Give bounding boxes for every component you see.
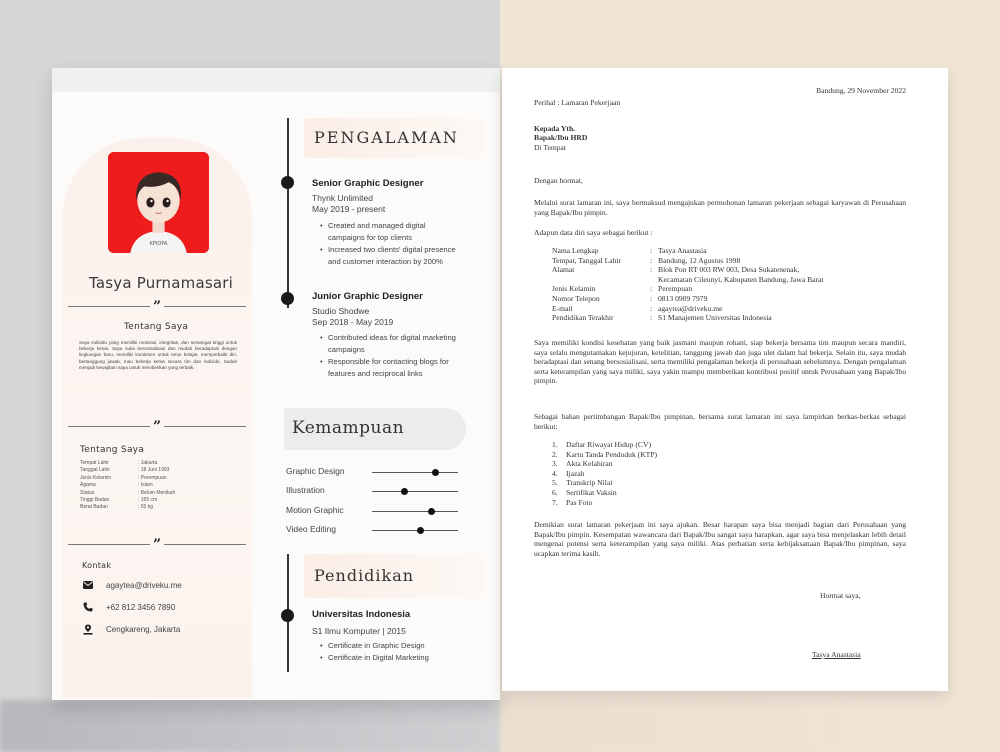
job-period: May 2019 - present <box>312 204 386 214</box>
bullet-item: • Created and managed digital campaigns for top clients <box>320 220 460 244</box>
bullet-item: • Certificate in Digital Marketing <box>320 652 490 664</box>
job-bullets <box>320 220 460 268</box>
skill-level-dot <box>432 469 439 476</box>
contact-location: Cengkareng, Jakarta <box>82 624 180 634</box>
skills-title: Kemampuan <box>292 418 405 438</box>
applicant-data <box>552 246 912 323</box>
job-period: Sep 2018 - May 2019 <box>312 317 394 327</box>
timeline-dot <box>281 609 294 622</box>
quote-icon: ” <box>150 302 164 312</box>
skill-row: Motion Graphic <box>286 505 464 517</box>
skill-level-dot <box>401 488 408 495</box>
skill-level-dot <box>428 508 435 515</box>
body-paragraph-2: Saya memiliki kondisi kesehatan yang baik jasmani maupun rohani, siap bekerja bersama tim maupun secara mandiri, saya selalu mengutamakan kejujuran, ketelitian, tanggung jawab dan juga ulet dalam hal bekerja. Selain itu, saya mudah beradaptasi dan senang bersosialisasi, serta memiliki pengalaman bekerja di perusahaan sebelumnya. Dengan pengalaman serta keterampilan yang saya miliki, saya yakin mampu memberikan kontribusi positif untuk Perusahaan yang Bapak/Ibu pimpin. <box>534 338 906 386</box>
contact-email: agaytea@driveku.me <box>82 580 182 590</box>
data-intro: Adapun data diri saya sebagai berikut : <box>534 228 653 237</box>
phone-icon <box>82 602 94 612</box>
cv-right-column <box>274 68 500 700</box>
attachment-item: 2. Kartu Tanda Penduduk (KTP) <box>552 449 658 459</box>
data-row: Pendidikan Terakhir : S1 Manajemen Universitas Indonesia <box>552 313 772 323</box>
data-row: Jenis Kelamin : Perempuan <box>552 284 693 294</box>
skill-row: Illustration <box>286 485 464 497</box>
personal-row: Tanggal Lahir : 18 Juni 1993 <box>80 467 170 474</box>
skill-row: Video Editing <box>286 524 464 536</box>
skill-track <box>372 511 458 512</box>
bullet-item: • Increased two clients' digital presence and customer interaction by 200% <box>320 244 460 268</box>
job-company: Thynk Unlimited <box>312 193 373 203</box>
body-paragraph-3: Sebagai bahan pertimbangan Bapak/Ibu pimpinan, bersama surat lamaran ini saya lampirkan berkas-berkas sebagai berikut: <box>534 412 906 431</box>
education-title: Pendidikan <box>314 566 415 585</box>
email-icon <box>82 580 94 590</box>
attachment-item: 4. Ijazah <box>552 468 585 478</box>
data-row: Alamat : Blok Pon RT 003 RW 003, Desa Sukatenenak, <box>552 265 800 275</box>
attachment-item: 1. Daftar Riwayat Hidup (CV) <box>552 440 651 449</box>
attachment-item: 3. Akta Kelahiran <box>552 459 613 469</box>
profile-photo <box>108 152 209 253</box>
attachment-item: 7. Pas Foto <box>552 497 593 507</box>
skill-track <box>372 530 458 531</box>
letter-subject: Perihal : Lamaran Pekerjaan <box>534 98 621 107</box>
quote-icon: ” <box>150 540 164 550</box>
bullet-item: • Contributed ideas for digital marketing campaigns <box>320 332 460 356</box>
avatar-illustration <box>108 152 209 253</box>
location-icon <box>82 624 94 634</box>
cover-letter-page <box>502 68 948 691</box>
about-title: Tentang Saya <box>124 322 189 332</box>
data-row: E-mail : agaytea@driveku.me <box>552 303 723 313</box>
education-bullets <box>320 640 490 664</box>
attachment-item: 6. Sertifikat Vaksin <box>552 487 617 497</box>
closing-paragraph: Demikian surat lamaran pekerjaan ini saya ajukan. Besar harapan saya bisa menjadi bagian dari Perusahaan yang Bapak/Ibu pimpin. Kesempatan wawancara dari Bapak/Ibu sangat saya harapkan, agar saya bisa menjelaskan lebih detail mengenai potensi serta keterampilan yang saya miliki. Atas perhatian serta kebijaksanaan Bapak/Ibu pimpinan, saya ucapkan terima kasih. <box>534 520 906 558</box>
timeline-dot <box>281 292 294 305</box>
personal-row: Status : Belum Menikah <box>80 489 176 496</box>
timeline-dot <box>281 176 294 189</box>
intro-paragraph: Melalui surat lamaran ini, saya bermaksud mengajukan permohonan lamaran pekerjaan sebagai karyawan di Perusahaan yang Bapak/Ibu pimpin. <box>534 198 906 217</box>
personal-row: Jenis Kelamin : Perempuan <box>80 474 167 481</box>
job-title: Senior Graphic Designer <box>312 178 424 189</box>
floor-shadow <box>0 700 1000 752</box>
recipient-line-1: Kepada Yth. <box>534 124 576 133</box>
timeline-line <box>287 118 289 308</box>
greeting: Dengan hormat, <box>534 176 583 185</box>
sign-off: Hormat saya, <box>820 591 861 600</box>
about-text: Saya individu yang memiliki motivasi, integritas, dan semangat tinggi untuk bekerja keras. Saya suka bersosialisasi dan mudah beradaptasi dengan lingkungan baru, memiliki komitmen untuk terus belajar, memperbaiki diri, bertanggung jawab, mau bekerja keras secara tim dan individu. Sudah menjadi kewajiban saya untuk memberikan yang terbaik. <box>79 340 237 370</box>
job-title: Junior Graphic Designer <box>312 291 423 302</box>
skill-track <box>372 491 458 492</box>
personal-row: Agama : Islam <box>80 482 153 489</box>
data-row: Nama Lengkap : Tasya Anastasia <box>552 246 707 255</box>
school-name: Universitas Indonesia <box>312 609 411 620</box>
quote-icon: ” <box>150 422 164 432</box>
recipient-line-3: Di Tempat <box>534 143 567 152</box>
degree: S1 Ilmu Komputer | 2015 <box>312 626 406 636</box>
personal-title: Tentang Saya <box>80 445 145 455</box>
experience-title: PENGALAMAN <box>314 128 459 147</box>
personal-data-table <box>80 460 198 512</box>
contact-phone: +62 812 3456 7890 <box>82 602 175 612</box>
skill-row: Graphic Design <box>286 466 464 478</box>
skill-track <box>372 472 458 473</box>
personal-row: Tinggi Badan : 165 cm <box>80 497 158 504</box>
attachments-list <box>552 440 657 507</box>
personal-row: Tempat Lahir : Jakarta <box>80 460 158 466</box>
cv-page <box>52 68 500 700</box>
skill-level-dot <box>417 527 424 534</box>
bullet-item: • Responsible for contacting blogs for features and reciprocal links <box>320 356 460 380</box>
signature-name: Tasya Anastasia <box>812 650 861 659</box>
bullet-item: • Certificate in Graphic Design <box>320 640 490 652</box>
contact-title: Kontak <box>82 561 112 570</box>
svg-text:KPIOPA: KPIOPA <box>149 240 168 247</box>
cv-name: Tasya Purnamasari <box>89 274 233 292</box>
data-row: Tempat, Tanggal Lahir : Bandung, 12 Agustus 1998 <box>552 255 741 265</box>
job-company: Studio Shodwe <box>312 306 370 316</box>
recipient-line-2: Bapak/Ibu HRD <box>534 133 588 142</box>
letter-date: Bandung, 29 November 2022 <box>816 86 906 95</box>
attachment-item: 5. Transkrip Nilai <box>552 478 613 488</box>
data-row: Kecamatan Cileunyi, Kabupaten Bandung, Jawa Barat <box>658 274 824 284</box>
personal-row: Berat Badan : 55 kg <box>80 504 154 511</box>
data-row: Nomor Telepon : 0813 0909 7979 <box>552 293 708 303</box>
job-bullets <box>320 332 460 380</box>
